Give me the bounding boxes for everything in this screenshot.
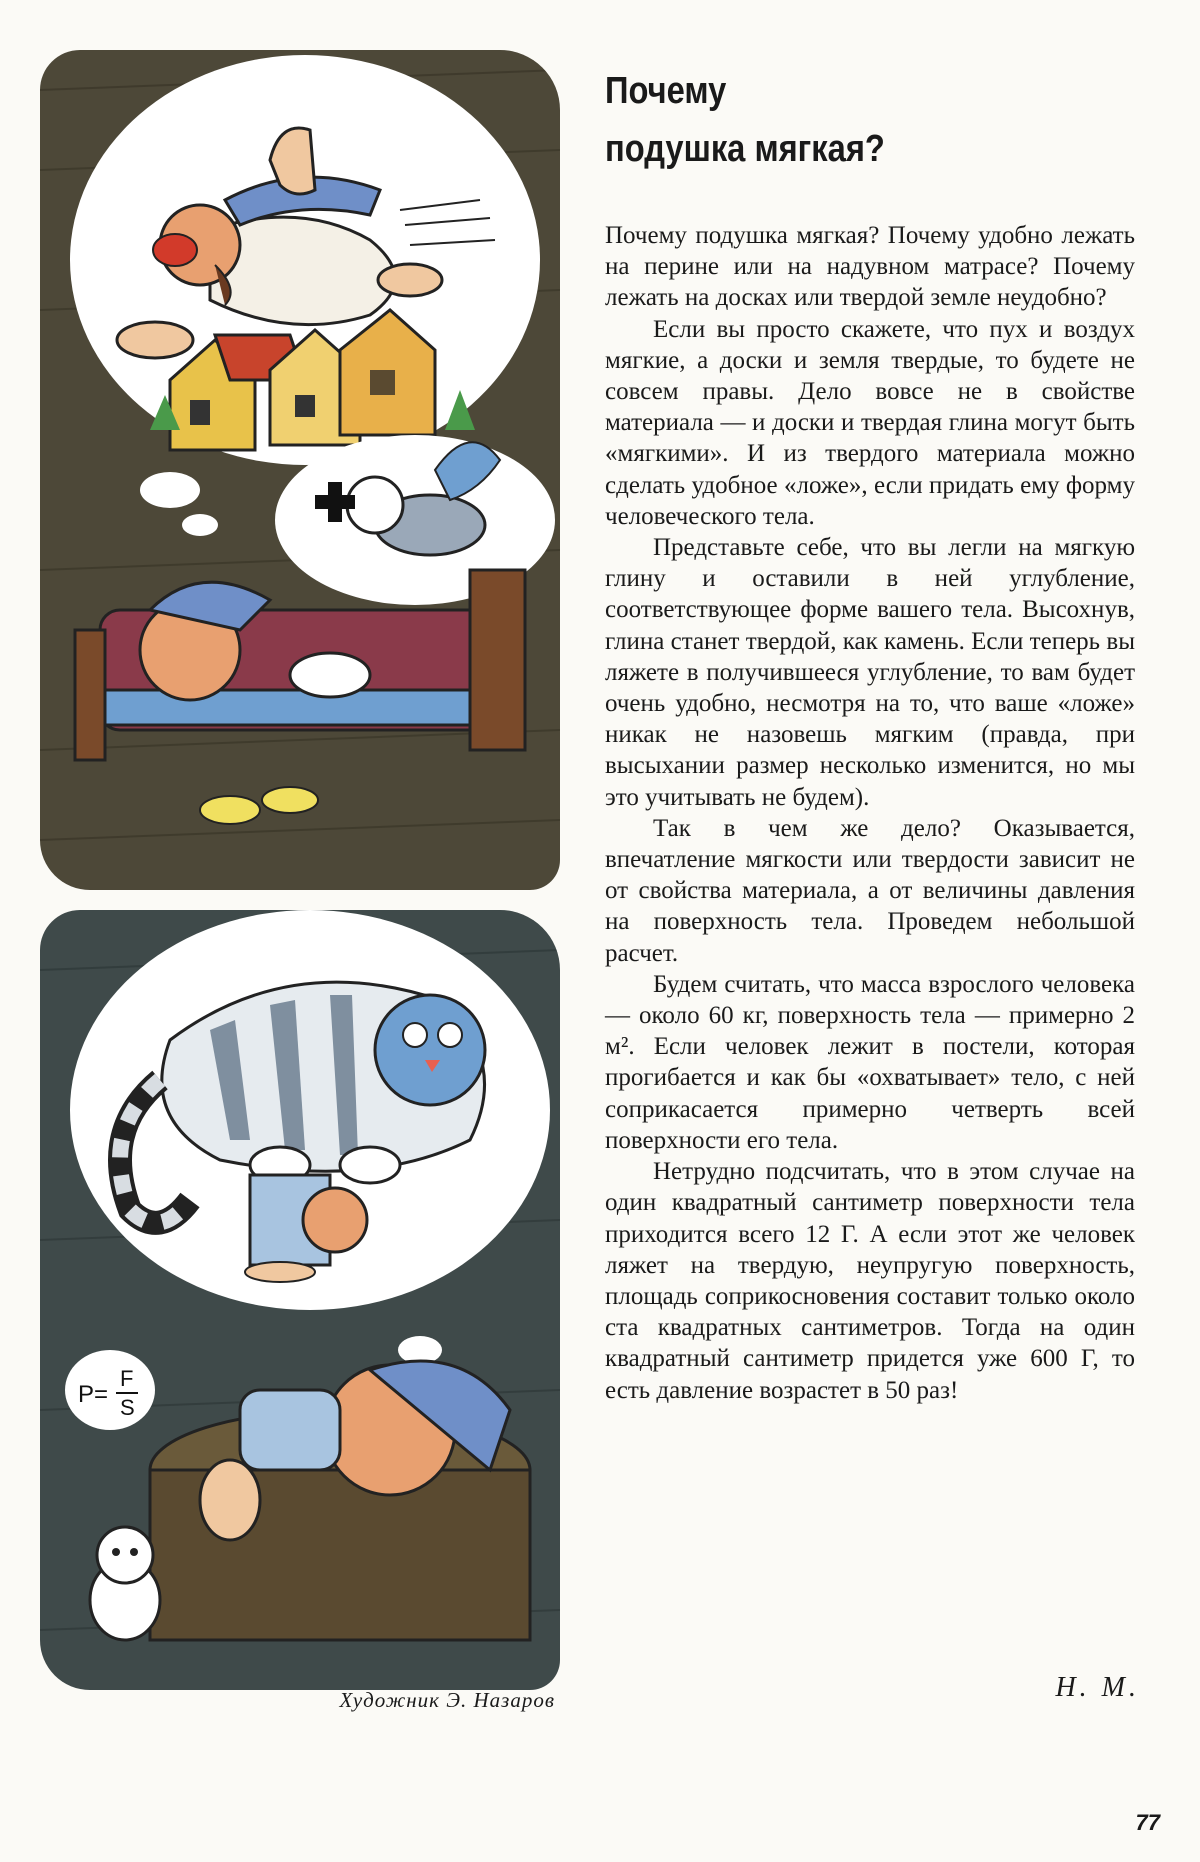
paragraph: Будем считать, что масса взрослого человека — около 60 кг, поверхность тела — примерно 2 м². Если человек лежит в постели, которая прогибается и как бы «охватывает» тело, с ней соприкасается примерно четверть всей поверхности его тела. xyxy=(605,970,1135,1154)
small-cat-drawing xyxy=(90,1527,160,1640)
title-line-1: Почему xyxy=(605,70,727,112)
illustration-column xyxy=(40,50,560,1670)
illustration-dream-cat xyxy=(40,910,560,1690)
formula-f: F xyxy=(120,1366,134,1391)
dream-flying-drawing xyxy=(40,50,560,890)
paragraph: Если вы просто скажете, что пух и воздух мягкие, а доски и земля твердые, то будете не совсем правы. Дело вовсе не в свойстве материала — и доски и твердая глина могут быть «мягкими». И из твердого материала можно сделать удобное «ложе», если придать ему форму человеческого тела. xyxy=(605,315,1135,530)
page-number: 77 xyxy=(1135,1810,1160,1835)
formula-p: P= xyxy=(78,1381,109,1408)
paragraph: Так в чем же дело? Оказывается, впечатление мягкости или твердости зависит не от свойства материала, а от величины давления на поверхность тела. Проведем небольшой расчет. xyxy=(605,814,1135,967)
illustrator-credit: Художник Э. Назаров xyxy=(339,1688,555,1712)
title-line-2: подушка мягкая? xyxy=(605,128,885,170)
formula-s: S xyxy=(120,1395,135,1420)
author-initials: Н. М. xyxy=(1055,1672,1140,1703)
illustration-dream-flying xyxy=(40,50,560,890)
paragraph: Нетрудно подсчитать, что в этом случае на один квадратный сантиметр поверхности тела приходится всего 12 Г. А если этот же человек ляжет на твердую, неупругую поверхность, площадь соприкосновения составит только около ста квадратных сантиметров. Тогда на один квадратный сантиметр придется уже 600 Г, то есть давление возрастет в 50 раз! xyxy=(605,1158,1135,1404)
paragraph: Почему подушка мягкая? Почему удобно лежать на перине или на надувном матрасе? Почему лежать на досках или твердой земле неудобно? xyxy=(605,222,1135,312)
paragraph: Представьте себе, что вы легли на мягкую глину и оставили в ней углубление, соответствующее форме вашего тела. Высохнув, глина станет твердой, как камень. Если теперь вы ляжете в получившееся углубление, то вам будет очень удобно, несмотря на то, что ваше «ложе» никак не назовешь мягким (правда, при высыхании размер несколько изменится, но мы это учитывать не будем). xyxy=(605,534,1135,811)
dream-cat-drawing xyxy=(40,910,560,1690)
article-body xyxy=(605,220,1135,1406)
article-title xyxy=(605,62,1052,178)
